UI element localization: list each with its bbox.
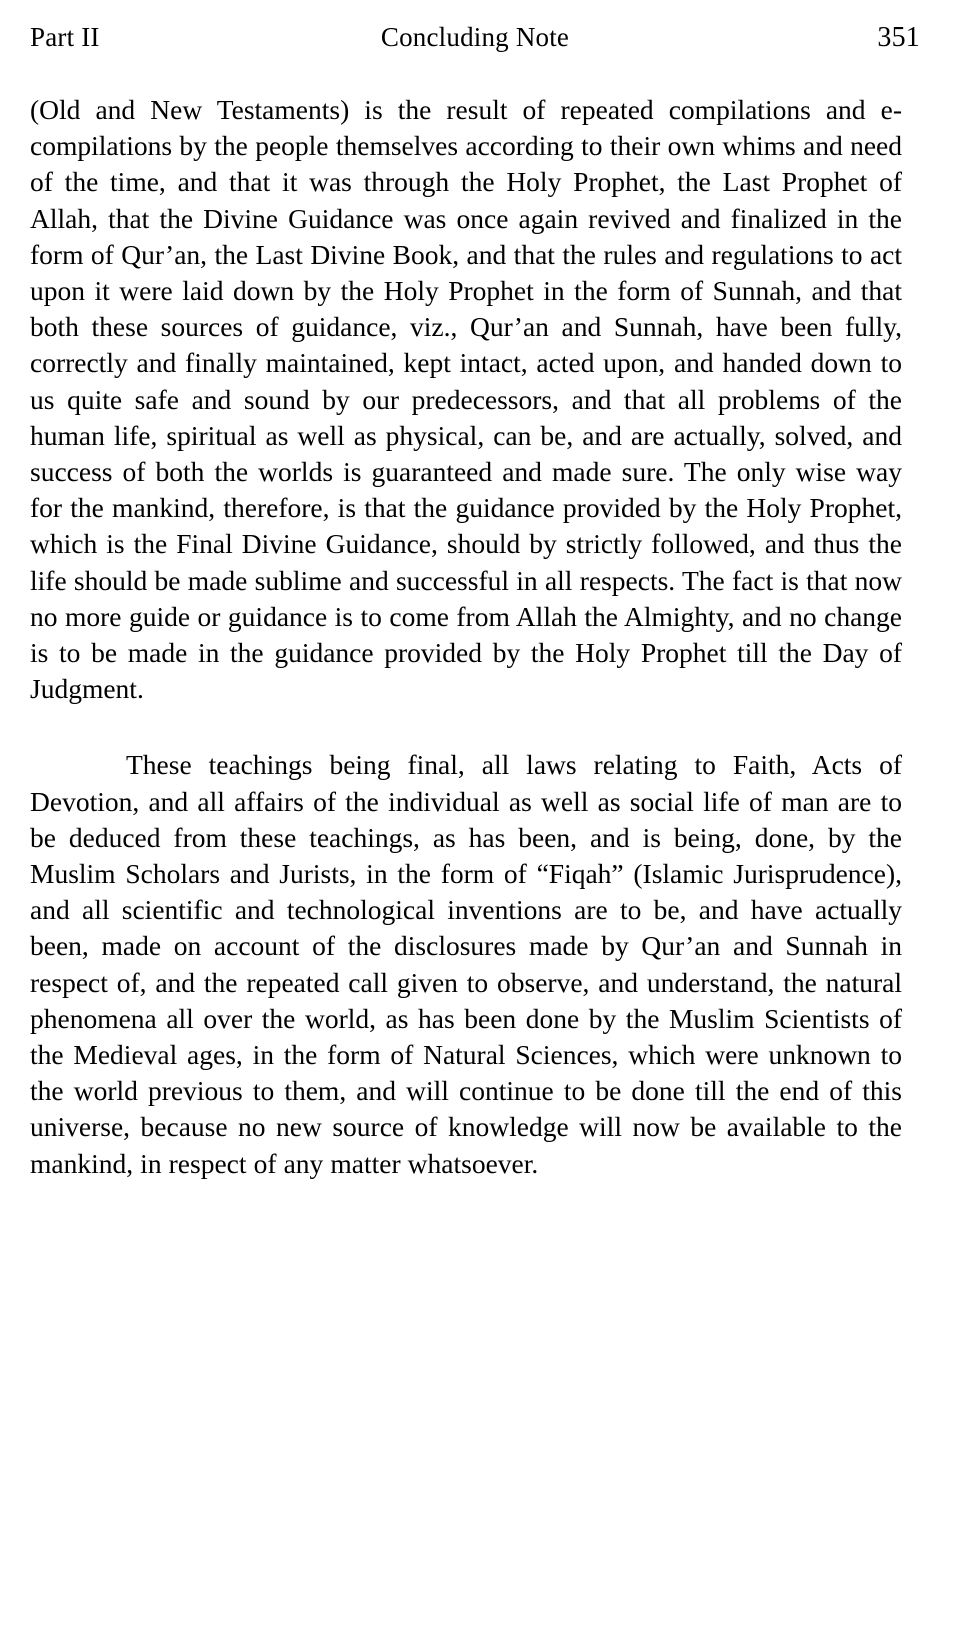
body-text-column bbox=[30, 92, 902, 1182]
running-head bbox=[30, 22, 920, 62]
page-number: 351 bbox=[877, 22, 920, 53]
paragraph-spacer bbox=[30, 707, 902, 747]
running-head-part-label: Part II bbox=[30, 22, 100, 52]
paragraph-2: These teachings being final, all laws relating to Faith, Acts of Devotion, and all affairs of the individual as well as social life of man are to be deduced from these teachings, as has been, and is being, done, by the Muslim Scholars and Jurists, in the form of “Fiqah” (Islamic Jurisprudence), and all scientific and technological inventions are to be, and have actually been, made on account of the disclosures made by Qur’an and Sunnah in respect of, and the repeated call given to observe, and understand, the natural phenomena all over the world, as has been done by the Muslim Scientists of the Medieval ages, in the form of Natural Sciences, which were unknown to the world previous to them, and will continue to be done till the end of this universe, because no new source of knowledge will now be available to the mankind, in respect of any matter whatsoever. bbox=[30, 749, 902, 1179]
paragraph-1: (Old and New Testaments) is the result of repeated compilations and e-compilations by the people themselves according to their own whims and need of the time, and that it was through the Holy Prophet, the Last Prophet of Allah, that the Divine Guidance was once again revived and finalized in the form of Qur’an, the Last Divine Book, and that the rules and regulations to act upon it were laid down by the Holy Prophet in the form of Sunnah, and that both these sources of guidance, viz., Qur’an and Sunnah, have been fully, correctly and finally maintained, kept intact, acted upon, and handed down to us quite safe and sound by our predecessors, and that all problems of the human life, spiritual as well as physical, can be, and are actually, solved, and success of both the worlds is guaranteed and made sure. The only wise way for the mankind, therefore, is that the guidance provided by the Holy Prophet, which is the Final Divine Guidance, should by strictly followed, and thus the life should be made sublime and successful in all respects. The fact is that now no more guide or guidance is to come from Allah the Almighty, and no change is to be made in the guidance provided by the Holy Prophet till the Day of Judgment. bbox=[30, 94, 902, 705]
running-head-title: Concluding Note bbox=[380, 22, 570, 52]
